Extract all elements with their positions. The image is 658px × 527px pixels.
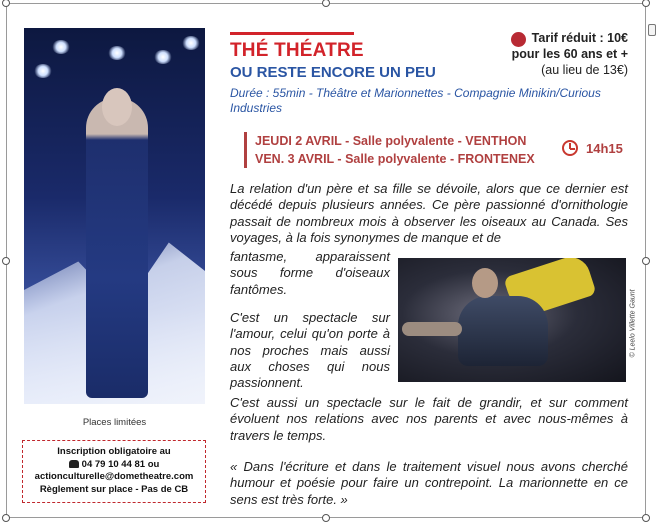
- inscription-phone-row: [23, 459, 205, 472]
- actor-body: [458, 296, 548, 366]
- actor-face: [472, 268, 498, 298]
- places-limitees: Places limitées: [82, 417, 147, 428]
- stage-light-icon: [108, 46, 126, 60]
- show-time: 14h15: [586, 141, 623, 156]
- tarif-line1: Tarif réduit : 10€: [531, 31, 628, 45]
- date-line2: VEN. 3 AVRIL - Salle polyvalente - FRONTENEX: [255, 152, 535, 166]
- body-paragraph-3: C'est un spectacle sur l'amour, celui qu'on porte à nos proches mais aussi aux choses qui nous passionnent.: [230, 310, 390, 391]
- photo-credit: © Leelo Villette Gaunt: [629, 289, 637, 358]
- resize-handle-top-right[interactable]: [642, 0, 650, 7]
- body-paragraph-2: fantasme, apparaissent sous forme d'oiseaux fantômes.: [230, 249, 390, 297]
- performer-photo: [24, 28, 205, 404]
- phone-icon: [69, 460, 79, 468]
- clock-icon: [562, 140, 578, 156]
- tarif-block: [512, 30, 628, 78]
- actor-hand: [402, 322, 462, 336]
- stage-light-icon: [154, 50, 172, 64]
- inscription-line4: Règlement sur place - Pas de CB: [39, 483, 189, 495]
- show-meta: Durée : 55min - Théâtre et Marionnettes - Compagnie Minikin/Curious Industries: [230, 86, 601, 115]
- resize-handle-bottom-left[interactable]: [2, 514, 10, 522]
- body-quote: « Dans l'écriture et dans le traitement visuel nous avons cherché humour et poésie pour faire un contrepoint. La marionnette en ce sens est très forte. »: [230, 459, 628, 507]
- performer-figure: [86, 98, 148, 398]
- inscription-phone: 04 79 10 44 81 ou: [81, 458, 160, 470]
- layout-options-icon[interactable]: [648, 24, 656, 36]
- scene-photo: [398, 258, 626, 382]
- stage-light-icon: [52, 40, 70, 54]
- resize-handle-bottom-center[interactable]: [322, 514, 330, 522]
- tarif-line3: (au lieu de 13€): [541, 63, 628, 77]
- performer-head: [102, 88, 132, 126]
- show-subtitle: OU RESTE ENCORE UN PEU: [230, 64, 436, 81]
- photo-credit-box: [627, 262, 639, 362]
- resize-handle-middle-right[interactable]: [642, 257, 650, 265]
- resize-handle-middle-left[interactable]: [2, 257, 10, 265]
- body-paragraph-1: La relation d'un père et sa fille se dévoile, alors que ce dernier est décédé depuis plusieurs années. Ce père passionné d'ornithologie passait de nombreux mois à observer les oiseaux au Canada. Ses voyages, à la fois synonymes de manque et de: [230, 181, 628, 245]
- title-rule: [230, 32, 354, 35]
- resize-handle-bottom-right[interactable]: [642, 514, 650, 522]
- body-paragraph-4: C'est aussi un spectacle sur le fait de grandir, et sur comment évoluent nos relations avec nos parents et avec nous-mêmes à travers le temps.: [230, 395, 628, 443]
- dates-block: [244, 132, 535, 168]
- tarif-line2: pour les 60 ans et +: [511, 47, 628, 61]
- inscription-email: actionculturelle@dometheatre.com: [34, 471, 194, 482]
- inscription-box: [22, 440, 206, 503]
- inscription-line1: Inscription obligatoire au: [57, 446, 171, 457]
- show-title: THÉ THÉATRE: [230, 40, 364, 61]
- stage-light-icon: [182, 36, 200, 50]
- stage-light-icon: [34, 64, 52, 78]
- date-line1: JEUDI 2 AVRIL - Salle polyvalente - VENTHON: [255, 134, 527, 148]
